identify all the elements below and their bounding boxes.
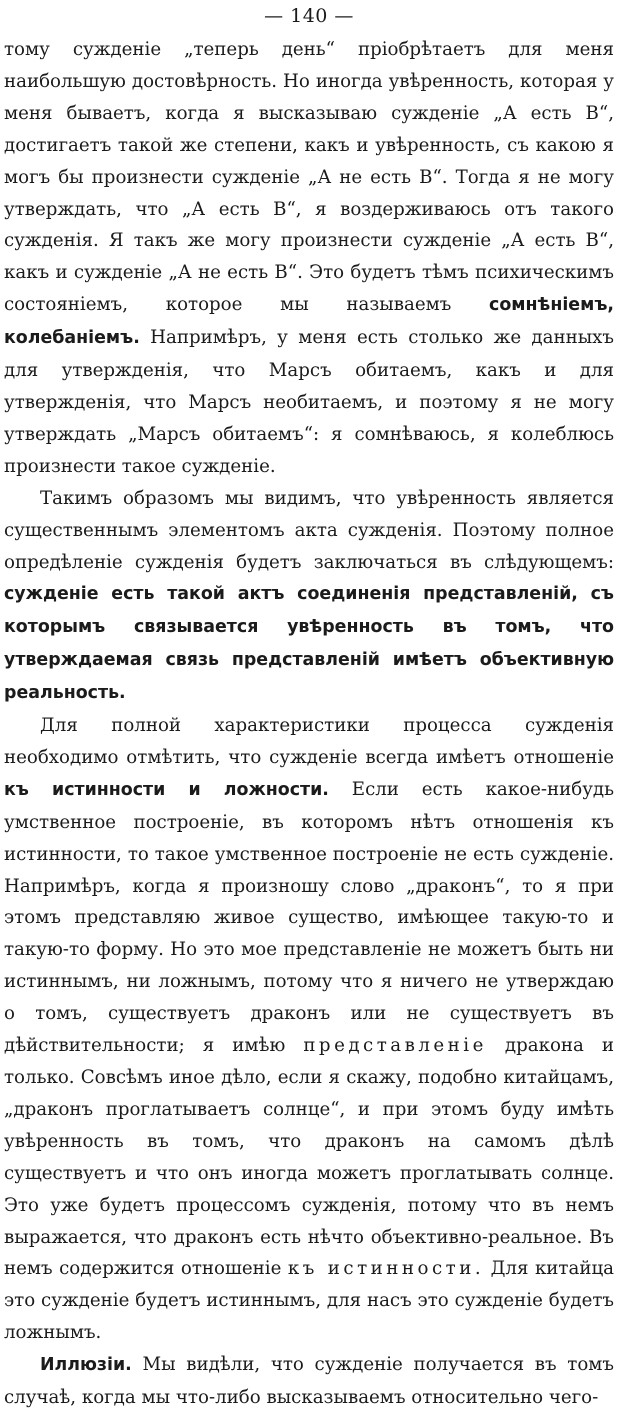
page-number: — 140 — xyxy=(264,5,354,27)
text-run: Если есть какое-нибудь умственное построеніе, въ которомъ нѣтъ отношенія къ истинности, то такое умственное построеніе не есть сужденіе. Напримѣръ, когда я произношу слово „драконъ“, то я при этомъ представляю живое существо, имѣющее такую-то и такую-то форму. Но это мое представленіе не можетъ быть ни истиннымъ, ни ложнымъ, потому что я ничего не утверждаю о томъ, существуетъ драконъ или не существуетъ въ дѣйствительности; я имѣю xyxy=(4,778,614,1057)
emphasis-doubt: сомнѣніемъ, колебаніемъ. xyxy=(4,295,614,349)
paragraph-illusions xyxy=(4,1349,614,1414)
paragraph-continued xyxy=(4,34,614,483)
text-run: Для китайца это сужденіе будетъ истиннымъ, для насъ это сужденіе будетъ ложнымъ. xyxy=(4,1258,614,1344)
text-run: Мы видѣли, что сужденіе получается въ томъ случаѣ, когда мы что-либо высказываемъ относительно чего- xyxy=(4,1354,614,1409)
paragraph-truth xyxy=(4,710,614,1349)
section-heading-illusions: Иллюзіи. xyxy=(40,1355,132,1376)
spaced-term-representation: представленіе xyxy=(303,1035,487,1057)
text-run: Такимъ образомъ мы видимъ, что увѣренность является существеннымъ элементомъ акта сужденія. Поэтому полное опредѣленіе сужденія будетъ заключаться въ слѣдующемъ: xyxy=(4,487,614,573)
emphasis-definition: сужденіе есть такой актъ соединенія представленій, съ которымъ связывается увѣренность въ томъ, что утверждаемая связь представленій имѣетъ объективную реальность. xyxy=(4,584,614,704)
paragraph-definition xyxy=(4,483,614,710)
text-run: дракона и только. Совсѣмъ иное дѣло, если я скажу, подобно китайцамъ, „драконъ проглатываетъ солнце“, и при этомъ буду имѣть увѣренность въ томъ, что драконъ на самомъ дѣлѣ существуетъ и что онъ иногда можетъ проглатывать солнце. Это уже будетъ процессомъ сужденія, потому что въ немъ выражается, что драконъ есть нѣчто объективно-реальное. Въ немъ содержится отношеніе xyxy=(4,1035,614,1280)
spaced-term-truth: къ истинности. xyxy=(287,1258,485,1280)
text-run: тому сужденіе „теперь день“ пріобрѣтаетъ для меня наибольшую достовѣрность. Но иногда увѣренность, которая у меня бываетъ, когда я высказываю сужденіе „А есть В“, достигаетъ такой же степени, какъ и увѣренность, съ какою я могъ бы произнести сужденіе „А не есть В“. Тогда я не могу утверждать, что „А есть В“, я воздерживаюсь отъ такого сужденія. Я такъ же могу произнести сужденіе „А есть В“, какъ и сужденіе „А не есть В“. Это будетъ тѣмъ психическимъ состояніемъ, которое мы называемъ xyxy=(4,39,614,316)
text-run: Напримѣръ, у меня есть столько же данныхъ для утвержденія, что Марсъ обитаемъ, какъ и для утвержденія, что Марсъ необитаемъ, и поэтому я не могу утверждать „Марсъ обитаемъ“: я сомнѣваюсь, я колеблюсь произнести такое сужденіе. xyxy=(4,327,614,477)
text-run: Для полной характеристики процесса сужденія необходимо отмѣтить, что сужденіе всегда имѣетъ отношеніе xyxy=(4,715,614,768)
emphasis-truth-falsity: къ истинности и ложности. xyxy=(4,779,329,800)
